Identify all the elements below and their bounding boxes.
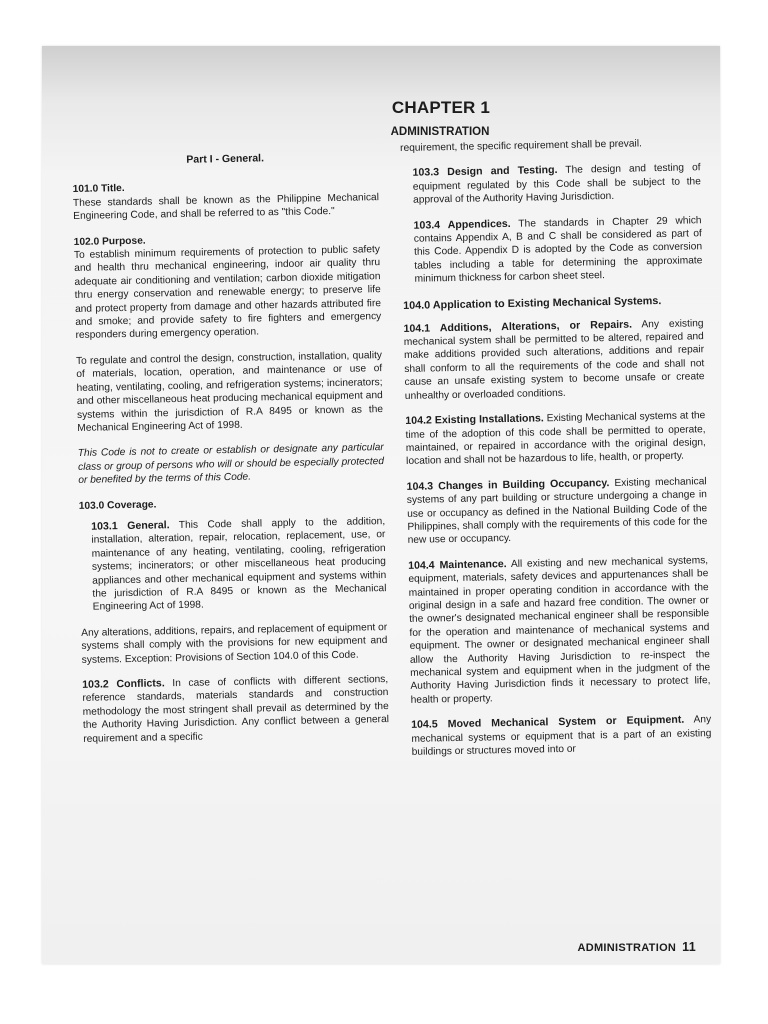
section-104-4-body: All existing and new mechanical systems, equipment, materials, safety devices and appurtenances shall be maintained in proper operating condition in accordance with the original design in a safe and hazard free condition. The owner or the owner's designated mechanical engineer shall be responsible for the operation and maintenance of mechanical systems and equipment. The owner or designated mechanical engineer shall allow the Authority Having Jurisdiction to re-inspect the mechanical system and equipment when in the judgment of the Authority Having Jurisdiction finds it necessary to protect life, health or property. bbox=[408, 554, 711, 706]
footer-label: ADMINISTRATION bbox=[577, 942, 677, 954]
chapter-title: CHAPTER 1 bbox=[391, 98, 491, 117]
section-104-1-heading: 104.1 Additions, Alterations, or Repairs. bbox=[403, 318, 633, 335]
section-104-3-body: Existing mechanical systems of any part building or structure undergoing a change in use or occupancy as defined in the National Building Code of the Philippines, shall comply with the requirements of this code for the new use or occupancy. bbox=[406, 475, 708, 547]
section-104-1-body: Any existing mechanical system shall be permitted to be altered, repaired and make additions provided such alterations, additions and repair shall conform to all the requirements of the code and shall not cause an unsafe existing system to become unsafe or create unhealthy or overloaded conditions. bbox=[403, 317, 705, 402]
right-column bbox=[400, 136, 712, 771]
section-103-1 bbox=[79, 515, 387, 615]
photo-background bbox=[0, 0, 768, 48]
section-103-2-continued: requirement, the specific requirement shall be prevail. bbox=[400, 138, 642, 154]
section-104-2-body: Existing Mechanical systems at the time of the adoption of this code shall be permitted to operate, maintained, or repaired in accordance with the original design, location and shall not be hazardous to life, health, or property. bbox=[405, 410, 706, 468]
section-104-heading: 104.0 Application to Existing Mechanical Systems. bbox=[403, 294, 662, 312]
section-103-1-body-2: Any alterations, additions, repairs, and replacement of equipment or systems shall comply with the provisions for new equipment and systems. Exception: Provisions of Section 104.0 of this Code. bbox=[81, 621, 388, 666]
part-heading: Part I - General. bbox=[186, 152, 265, 166]
left-column bbox=[72, 146, 390, 758]
section-103-2-body: In case of conflicts with different sections, reference standards, materials standards and construction methodology the most stringent shall prevail as determined by the the Authority Having Jurisdiction. Any conflict between a general requirement and a specific bbox=[82, 674, 390, 745]
section-103-4-heading: 103.4 Appendices. bbox=[413, 217, 511, 232]
section-102-body-1: To establish minimum requirements of protection to public safety and health thru mechanical engineering, indoor air quality thru adequate air conditioning and ventilation; carbon dioxide mitigation thru energy conservation and renewable energy; to preserve life and protect property from damage and other hazards attributed fire and smoke; and provide safety to fire fighters and emergency responders during emergency operation. bbox=[73, 244, 382, 342]
section-101-heading: 101.0 Title. bbox=[72, 183, 125, 196]
section-103-heading: 103.0 Coverage. bbox=[78, 498, 157, 512]
section-104-2-heading: 104.2 Existing Installations. bbox=[405, 412, 544, 428]
section-103-3-body: The design and testing of equipment regulated by this Code shall be subject to the approval of the Authority Having Jurisdiction. bbox=[412, 162, 701, 206]
section-104-3-heading: 104.3 Changes in Building Occupancy. bbox=[406, 476, 610, 493]
section-103-3-heading: 103.3 Design and Testing. bbox=[412, 164, 558, 180]
section-102-heading: 102.0 Purpose. bbox=[73, 235, 146, 248]
section-103-4-body: The standards in Chapter 29 which contains Appendix A, B and C shall be considered as part of this Code. Appendix D is adopted by the Code as conversion tables including a table for determining the approximate minimum thickness for carbon sheet steel. bbox=[413, 214, 703, 285]
section-104-5-heading: 104.5 Moved Mechanical System or Equipment. bbox=[411, 713, 685, 732]
section-103-2-heading: 103.2 Conflicts. bbox=[82, 677, 165, 691]
section-104-5-body: Any mechanical systems or equipment that is a part of an existing buildings or structures moved into or bbox=[411, 714, 712, 758]
section-103-1-heading: 103.1 General. bbox=[91, 519, 170, 533]
section-102-body-2: To regulate and control the design, construction, installation, quality of materials, location, operation, and maintenance or use of heating, ventilating, cooling, and refrigeration systems; incinerators; and other miscellaneous heat producing mechanical equipment and systems within the jurisdiction of R.A 8495 or known as the Mechanical Engineering Act of 1998. bbox=[75, 349, 384, 434]
page-footer bbox=[577, 940, 696, 954]
page-number: 11 bbox=[682, 940, 696, 954]
document-page bbox=[42, 46, 720, 964]
section-103-1-body: This Code shall apply to the addition, installation, alteration, repair, relocation, replacement, use, or maintenance of any heating, ventilating, cooling, refrigeration systems; incinerators; or other miscellaneous heat producing appliances and other mechanical equipment and systems within the jurisdiction of R.A 8495 or known as the Mechanical Engineering Act of 1998. bbox=[91, 515, 387, 614]
chapter-subtitle: ADMINISTRATION bbox=[390, 126, 490, 138]
section-104-4-heading: 104.4 Maintenance. bbox=[408, 557, 507, 572]
section-102-body-3: This Code is not to create or establish or designate any particular class or group of persons who will or should be especially protected or benefited by the terms of this Code. bbox=[77, 442, 385, 487]
section-101-body: These standards shall be known as the Philippine Mechanical Engineering Code, and shall be referred to as "this Code." bbox=[72, 191, 380, 223]
